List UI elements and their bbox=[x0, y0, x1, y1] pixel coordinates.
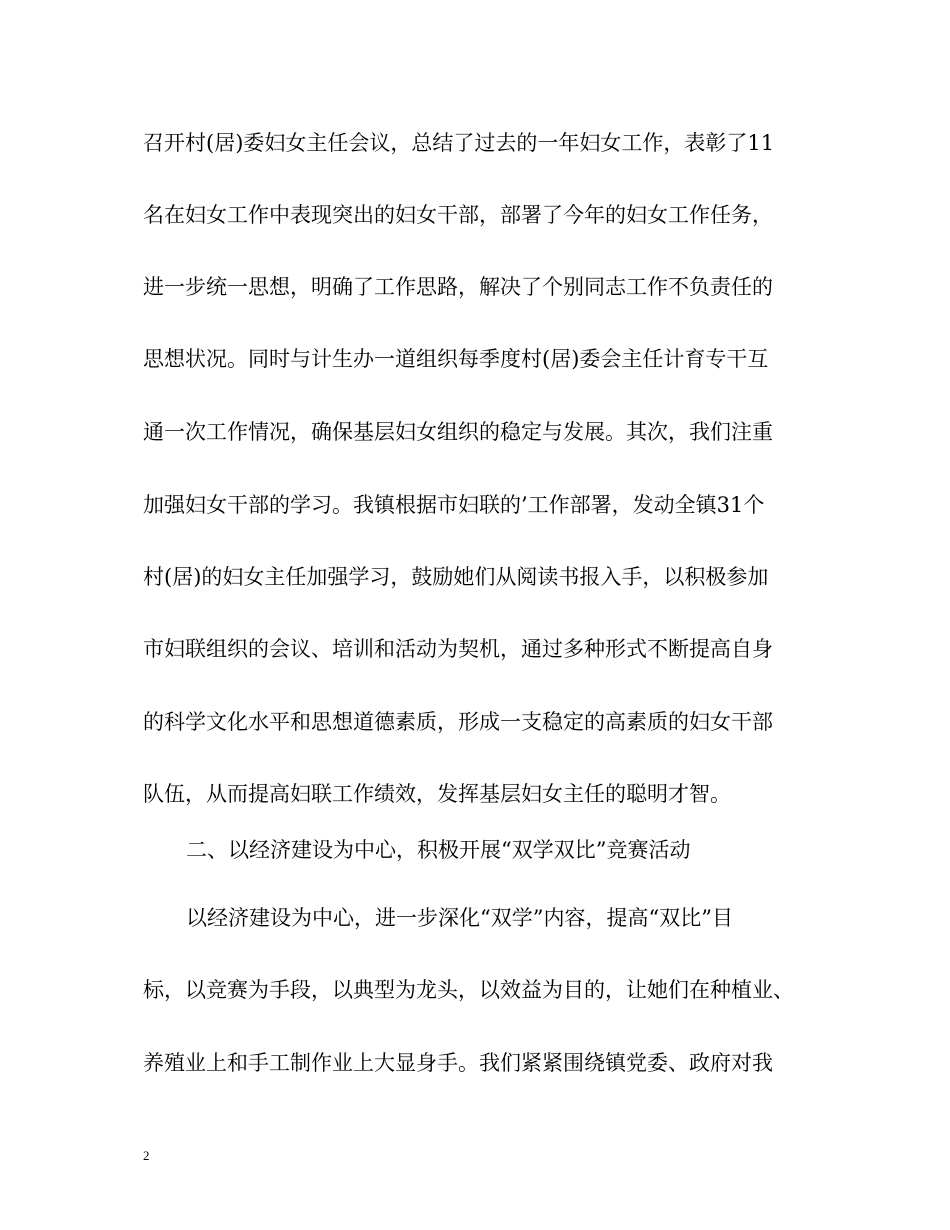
text-line: 进一步统一思想，明确了工作思路，解决了个别同志工作不负责任的 bbox=[143, 275, 773, 299]
text-line: 召开村(居)委妇女主任会议，总结了过去的一年妇女工作，表彰了11 bbox=[143, 131, 775, 155]
text-line: 村(居)的妇女主任加强学习，鼓励她们从阅读书报入手，以积极参加 bbox=[143, 565, 769, 589]
text-line: 养殖业上和手工制作业上大显身手。我们紧紧围绕镇党委、政府对我 bbox=[143, 1051, 773, 1075]
text-line: 市妇联组织的会议、培训和活动为契机，通过多种形式不断提高自身 bbox=[143, 637, 773, 661]
text-line: 加强妇女干部的学习。我镇根据市妇联的’工作部署，发动全镇31个 bbox=[143, 493, 765, 517]
text-line: 通一次工作情况，确保基层妇女组织的稳定与发展。其次，我们注重 bbox=[143, 420, 773, 444]
text-line: 的科学文化水平和思想道德素质，形成一支稳定的高素质的妇女干部 bbox=[143, 710, 773, 734]
page-number: 2 bbox=[143, 1148, 150, 1163]
text-line: 队伍，从而提高妇联工作绩效，发挥基层妇女主任的聪明才智。 bbox=[143, 782, 731, 806]
text-line: 以经济建设为中心，进一步深化“双学”内容，提高“双比”目 bbox=[186, 906, 733, 930]
text-line: 名在妇女工作中表现突出的妇女干部，部署了今年的妇女工作任务， bbox=[143, 203, 773, 227]
section-heading: 二、以经济建设为中心，积极开展“双学双比”竞赛活动 bbox=[186, 838, 691, 862]
text-line: 标，以竞赛为手段，以典型为龙头，以效益为目的，让她们在种植业、 bbox=[143, 978, 794, 1002]
text-line: 思想状况。同时与计生办一道组织每季度村(居)委会主任计育专干互 bbox=[143, 347, 769, 371]
